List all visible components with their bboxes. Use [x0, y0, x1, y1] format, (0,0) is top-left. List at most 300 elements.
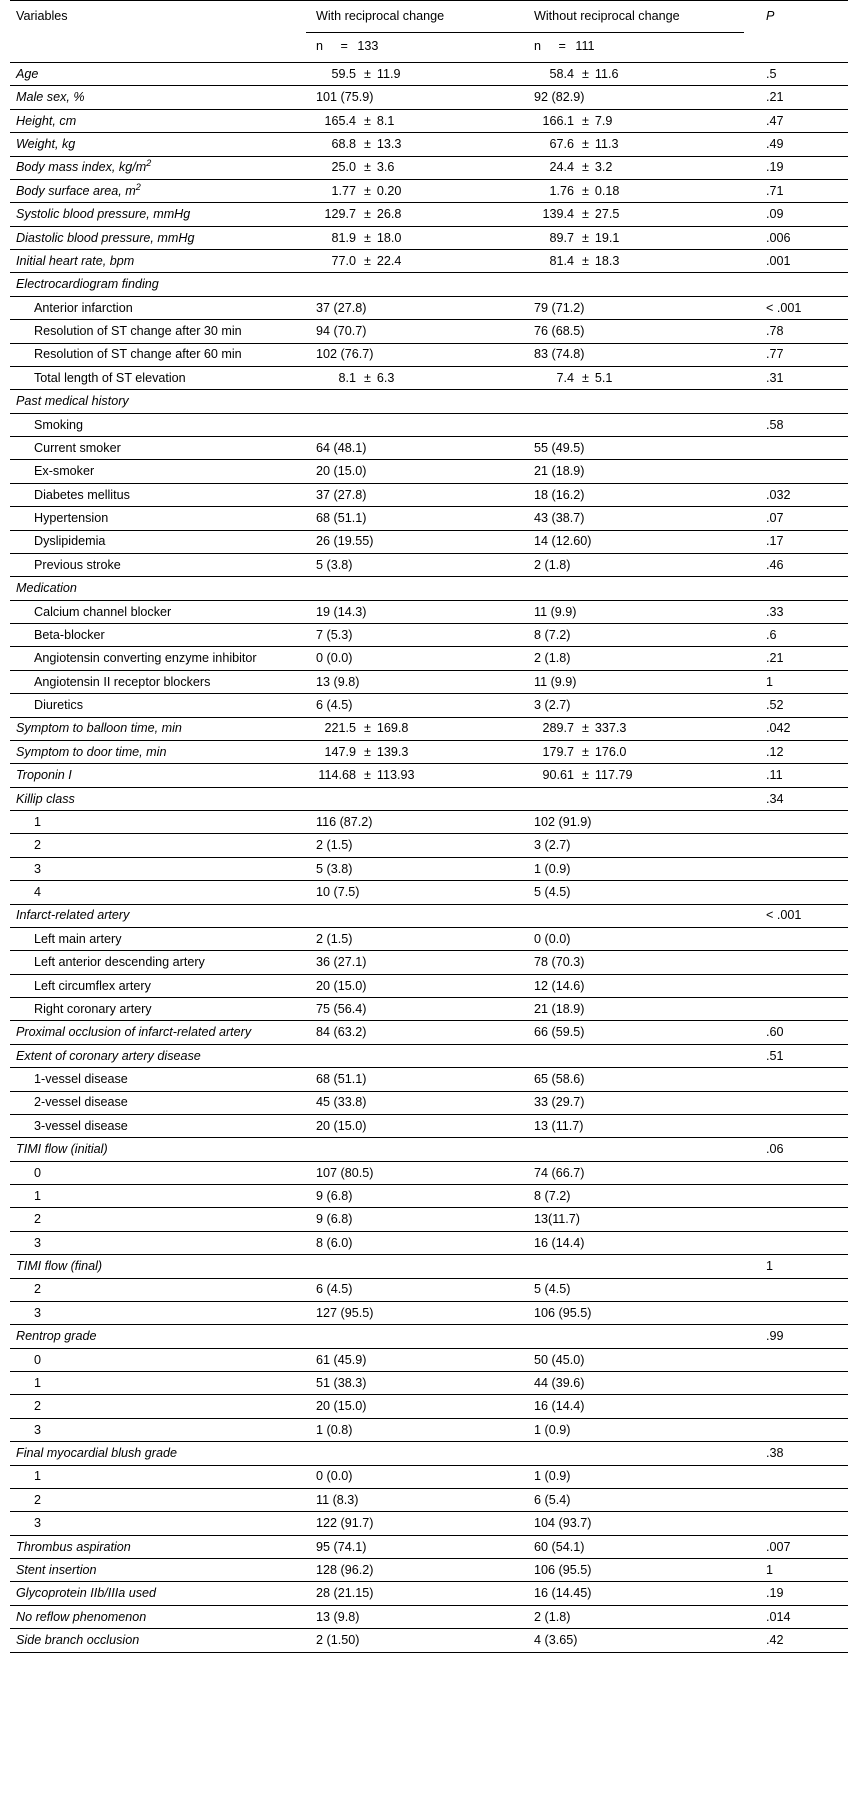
row-p-value: .19 — [766, 1586, 784, 1601]
row-p-value: < .001 — [766, 908, 802, 923]
row-variable-label — [10, 577, 306, 600]
row-p-value — [756, 1372, 848, 1395]
variable-text: Weight, kg — [16, 137, 76, 152]
variable-text: Beta-blocker — [34, 627, 105, 642]
variable-text: 2 — [34, 1492, 42, 1507]
variable-text: 3 — [34, 861, 42, 876]
plus-minus-symbol: ± — [582, 768, 589, 783]
row-variable-label — [10, 553, 306, 576]
row-p-value: .77 — [766, 347, 784, 362]
row-variable-label — [10, 483, 306, 506]
variable-text: 0 — [34, 1352, 42, 1367]
row-p-value: .006 — [766, 230, 791, 245]
plus-minus-symbol: ± — [582, 744, 589, 759]
row-variable-label — [10, 63, 306, 86]
row-p-value — [756, 998, 848, 1021]
row-p-value — [756, 1465, 848, 1488]
mean-value: 139.4 — [542, 207, 574, 222]
row-value-group2: 18 (16.2) — [534, 487, 585, 502]
variable-text: 4 — [34, 885, 42, 900]
row-value-group2: 13 (11.7) — [534, 1118, 584, 1133]
variable-text: Current smoker — [34, 440, 121, 455]
row-value-group1: 64 (48.1) — [316, 440, 367, 455]
mean-value: 221.5 — [324, 721, 356, 736]
mean-value: 1.77 — [331, 183, 356, 198]
row-value-group2: 79 (71.2) — [534, 300, 585, 315]
row-value-group1: 107 (80.5) — [316, 1165, 374, 1180]
row-variable-label — [10, 1442, 306, 1465]
row-p-value: .17 — [766, 534, 784, 549]
table-row — [10, 1488, 848, 1511]
row-p-value — [756, 857, 848, 880]
row-value-group1: 2 (1.5) — [316, 931, 353, 946]
row-value-group2 — [524, 390, 756, 413]
n-value-group2: 111 — [575, 39, 595, 53]
table-row — [10, 740, 848, 763]
row-value-group1 — [306, 156, 524, 179]
row-value-group2 — [524, 156, 756, 179]
variable-text: Rentrop grade — [16, 1329, 97, 1344]
variable-text: 3 — [34, 1422, 42, 1437]
row-variable-label — [10, 974, 306, 997]
row-value-group2: 3 (2.7) — [534, 838, 571, 853]
row-value-group1 — [306, 63, 524, 86]
table-row — [10, 1301, 848, 1324]
row-value-group2: 5 (4.5) — [534, 885, 571, 900]
table-row — [10, 1348, 848, 1371]
row-value-group2 — [524, 1138, 756, 1161]
row-variable-label — [10, 1161, 306, 1184]
variable-text: Ex-smoker — [34, 464, 95, 479]
row-value-group2: 2 (1.8) — [534, 1609, 571, 1624]
row-value-group1: 116 (87.2) — [316, 814, 373, 829]
row-value-group2 — [524, 1325, 756, 1348]
row-value-group1 — [306, 133, 524, 156]
variable-text: 2-vessel disease — [34, 1095, 128, 1110]
variable-text: 2 — [34, 1282, 42, 1297]
table-row — [10, 857, 848, 880]
row-value-group1: 0 (0.0) — [316, 1469, 353, 1484]
row-value-group2: 92 (82.9) — [534, 90, 585, 105]
row-p-value — [756, 1348, 848, 1371]
row-value-group1: 0 (0.0) — [316, 651, 353, 666]
row-p-value — [756, 1512, 848, 1535]
variable-text: 3 — [34, 1235, 42, 1250]
table-row — [10, 250, 848, 273]
row-value-group1: 1 (0.8) — [316, 1422, 353, 1437]
row-value-group2: 11 (9.9) — [534, 674, 577, 689]
mean-sd-value — [316, 184, 401, 199]
variable-text: Resolution of ST change after 60 min — [34, 347, 242, 362]
mean-value: 166.1 — [542, 113, 574, 128]
row-p-value: .38 — [766, 1446, 784, 1461]
row-p-value: .47 — [766, 113, 784, 128]
variable-text: Diabetes mellitus — [34, 487, 130, 502]
sd-value: 18.0 — [376, 230, 402, 245]
variable-text: 1 — [34, 1375, 42, 1390]
variable-text: 3 — [34, 1516, 42, 1531]
row-value-group2 — [524, 787, 756, 810]
table-bottom-rule — [10, 1652, 848, 1654]
plus-minus-symbol: ± — [582, 66, 589, 81]
sd-value: 19.1 — [594, 230, 620, 245]
row-p-value — [756, 1185, 848, 1208]
mean-value: 114.68 — [318, 768, 356, 783]
row-p-value — [756, 577, 848, 600]
row-value-group2 — [524, 1044, 756, 1067]
row-value-group1: 20 (15.0) — [316, 1118, 367, 1133]
row-p-value: .49 — [766, 137, 784, 152]
mean-value: 147.9 — [324, 744, 356, 759]
row-value-group1: 95 (74.1) — [316, 1539, 367, 1554]
row-value-group2: 12 (14.6) — [534, 978, 585, 993]
mean-value: 67.6 — [549, 137, 574, 152]
row-variable-label — [10, 694, 306, 717]
table-row — [10, 904, 848, 927]
row-value-group2 — [524, 109, 756, 132]
table-row — [10, 63, 848, 86]
variable-text: Medication — [16, 581, 77, 596]
header-row-titles — [10, 1, 848, 31]
row-variable-label — [10, 904, 306, 927]
row-value-group1 — [306, 577, 524, 600]
row-p-value: < .001 — [766, 300, 802, 315]
table-row — [10, 437, 848, 460]
row-p-value — [756, 1231, 848, 1254]
row-variable-label — [10, 1138, 306, 1161]
mean-value: 68.8 — [331, 137, 356, 152]
row-value-group1 — [306, 1138, 524, 1161]
plus-minus-symbol: ± — [582, 183, 589, 198]
mean-sd-value — [534, 768, 633, 783]
row-value-group1: 6 (4.5) — [316, 1282, 353, 1297]
row-variable-label — [10, 764, 306, 787]
row-value-group2: 16 (14.4) — [534, 1235, 585, 1250]
row-p-value: .42 — [766, 1633, 784, 1648]
row-value-group2: 6 (5.4) — [534, 1492, 571, 1507]
table-row — [10, 109, 848, 132]
row-variable-label — [10, 413, 306, 436]
table-row — [10, 1138, 848, 1161]
variable-text: Symptom to balloon time, min — [16, 721, 182, 736]
row-value-group2: 0 (0.0) — [534, 931, 571, 946]
n-equals-1: = — [340, 39, 348, 53]
column-header-with-reciprocal-change-label: With reciprocal change — [316, 9, 445, 23]
row-value-group1: 37 (27.8) — [316, 487, 367, 502]
row-value-group2: 11 (9.9) — [534, 604, 577, 619]
row-value-group1: 84 (63.2) — [316, 1025, 367, 1040]
row-value-group1: 19 (14.3) — [316, 604, 367, 619]
variable-text: Infarct-related artery — [16, 908, 130, 923]
table-row — [10, 1231, 848, 1254]
variable-text: Total length of ST elevation — [34, 370, 186, 385]
table-row — [10, 390, 848, 413]
row-value-group2 — [524, 577, 756, 600]
row-variable-label — [10, 740, 306, 763]
variable-text: 0 — [34, 1165, 42, 1180]
row-value-group1: 75 (56.4) — [316, 1001, 367, 1016]
plus-minus-symbol: ± — [582, 207, 589, 222]
table-row — [10, 764, 848, 787]
row-value-group1: 2 (1.50) — [316, 1633, 360, 1648]
row-value-group1: 5 (3.8) — [316, 557, 353, 572]
row-variable-label — [10, 1325, 306, 1348]
column-header-with-reciprocal-change — [306, 1, 524, 31]
table-row — [10, 1091, 848, 1114]
row-variable-label — [10, 203, 306, 226]
row-p-value: .014 — [766, 1609, 791, 1624]
row-value-group2: 2 (1.8) — [534, 557, 571, 572]
row-variable-label — [10, 1605, 306, 1628]
row-value-group2: 78 (70.3) — [534, 955, 585, 970]
row-value-group2 — [524, 133, 756, 156]
superscript: 2 — [135, 181, 141, 192]
row-value-group1 — [306, 717, 524, 740]
mean-sd-value — [316, 768, 415, 783]
mean-sd-value — [316, 231, 401, 246]
row-value-group2: 21 (18.9) — [534, 1001, 585, 1016]
row-p-value: .21 — [766, 90, 784, 105]
row-value-group1 — [306, 203, 524, 226]
row-value-group1: 36 (27.1) — [316, 955, 367, 970]
sd-value: 3.2 — [594, 160, 613, 175]
header-row-sample-sizes — [10, 30, 848, 63]
mean-sd-value — [534, 721, 626, 736]
row-variable-label — [10, 133, 306, 156]
sd-value: 5.1 — [594, 370, 613, 385]
row-p-value: .09 — [766, 207, 784, 222]
row-value-group2 — [524, 179, 756, 202]
row-p-value: .5 — [766, 66, 777, 81]
row-value-group1 — [306, 1255, 524, 1278]
row-p-value — [756, 460, 848, 483]
bottom-rule-cell — [10, 1652, 848, 1654]
variable-text: Body surface area, $m^2$ — [16, 181, 141, 198]
row-variable-label — [10, 1348, 306, 1371]
plus-minus-symbol: ± — [582, 721, 589, 736]
plus-minus-symbol: ± — [364, 183, 371, 198]
row-value-group2: 16 (14.4) — [534, 1399, 585, 1414]
superscript: 2 — [146, 158, 152, 169]
mean-value: 129.7 — [324, 207, 356, 222]
row-value-group1: 13 (9.8) — [316, 674, 360, 689]
table-row — [10, 413, 848, 436]
row-value-group2 — [524, 1255, 756, 1278]
row-p-value — [756, 927, 848, 950]
n-label-1: n — [316, 39, 324, 53]
table-body — [10, 63, 848, 1654]
mean-value: 77.0 — [331, 253, 356, 268]
row-p-value — [756, 1114, 848, 1137]
row-value-group2: 50 (45.0) — [534, 1352, 585, 1367]
row-value-group2: 5 (4.5) — [534, 1282, 571, 1297]
row-variable-label — [10, 927, 306, 950]
table-row — [10, 460, 848, 483]
table-row — [10, 1044, 848, 1067]
table-row — [10, 133, 848, 156]
row-value-group2: 1 (0.9) — [534, 1422, 571, 1437]
row-variable-label — [10, 811, 306, 834]
row-variable-label — [10, 109, 306, 132]
row-p-value: .21 — [766, 651, 784, 666]
row-value-group2: 76 (68.5) — [534, 324, 585, 339]
row-value-group2 — [524, 764, 756, 787]
row-value-group2: 16 (14.45) — [534, 1586, 592, 1601]
row-p-value: .52 — [766, 698, 784, 713]
variable-text: Proximal occlusion of infarct-related artery — [16, 1025, 252, 1040]
row-value-group1: 61 (45.9) — [316, 1352, 367, 1367]
row-value-group2 — [524, 63, 756, 86]
plus-minus-symbol: ± — [364, 113, 371, 128]
table-row — [10, 343, 848, 366]
sd-value: 22.4 — [376, 253, 402, 268]
mean-sd-value — [316, 721, 408, 736]
row-p-value: .001 — [766, 253, 791, 268]
row-p-value — [756, 811, 848, 834]
row-value-group2 — [524, 366, 756, 389]
mean-sd-value — [534, 745, 626, 760]
row-value-group1: 6 (4.5) — [316, 698, 353, 713]
sd-value: 117.79 — [594, 768, 633, 783]
table-row — [10, 951, 848, 974]
row-variable-label — [10, 250, 306, 273]
row-p-value: .12 — [766, 744, 784, 759]
n-equals-2: = — [558, 39, 566, 53]
table-row — [10, 1395, 848, 1418]
plus-minus-symbol: ± — [582, 113, 589, 128]
row-variable-label — [10, 1278, 306, 1301]
row-value-group2: 43 (38.7) — [534, 511, 585, 526]
row-variable-label — [10, 1068, 306, 1091]
table-row — [10, 530, 848, 553]
table-row — [10, 1605, 848, 1628]
row-p-value — [756, 1091, 848, 1114]
row-value-group2 — [524, 904, 756, 927]
sd-value: 7.9 — [594, 113, 613, 128]
row-p-value — [756, 1278, 848, 1301]
variable-text: Previous stroke — [34, 557, 121, 572]
row-variable-label — [10, 460, 306, 483]
sd-value: 8.1 — [376, 113, 395, 128]
mean-sd-value — [534, 137, 619, 152]
group-header-rule-2 — [524, 32, 744, 33]
row-value-group1: 20 (15.0) — [316, 1399, 367, 1414]
row-value-group1: 10 (7.5) — [316, 885, 360, 900]
variable-text: 3-vessel disease — [34, 1118, 128, 1133]
sd-value: 0.18 — [594, 183, 620, 198]
row-p-value: .11 — [766, 768, 783, 783]
row-variable-label — [10, 390, 306, 413]
row-p-value: .07 — [766, 511, 784, 526]
sd-value: 13.3 — [376, 137, 402, 152]
row-p-value: .60 — [766, 1025, 784, 1040]
row-variable-label — [10, 1488, 306, 1511]
mean-sd-value — [534, 67, 619, 82]
table-row — [10, 203, 848, 226]
row-value-group2: 13(11.7) — [534, 1212, 580, 1227]
mean-sd-value — [316, 207, 401, 222]
mean-value: 179.7 — [542, 744, 574, 759]
row-value-group1 — [306, 413, 524, 436]
row-variable-label — [10, 1044, 306, 1067]
row-value-group1: 2 (1.5) — [316, 838, 353, 853]
variable-text: Electrocardiogram finding — [16, 277, 159, 292]
mean-sd-value — [316, 114, 394, 129]
table-row — [10, 717, 848, 740]
mean-sd-value — [534, 254, 619, 269]
column-header-without-reciprocal-change — [524, 1, 756, 31]
row-value-group2 — [524, 203, 756, 226]
row-value-group2: 8 (7.2) — [534, 627, 571, 642]
row-value-group1 — [306, 1442, 524, 1465]
mean-value: 8.1 — [338, 370, 356, 385]
row-value-group2: 14 (12.60) — [534, 534, 592, 549]
sample-size-group2 — [524, 30, 756, 63]
n-label-2: n — [534, 39, 542, 53]
row-p-value: .58 — [766, 417, 784, 432]
row-p-value — [756, 951, 848, 974]
row-value-group1: 128 (96.2) — [316, 1562, 374, 1577]
row-p-value: 1 — [766, 674, 774, 689]
table-row — [10, 927, 848, 950]
table-row — [10, 670, 848, 693]
mean-sd-value — [316, 254, 401, 269]
row-value-group1: 11 (8.3) — [316, 1492, 359, 1507]
variable-text: 1-vessel disease — [34, 1072, 128, 1087]
plus-minus-symbol: ± — [364, 253, 371, 268]
row-p-value: .19 — [766, 160, 784, 175]
row-value-group1 — [306, 250, 524, 273]
row-value-group1 — [306, 109, 524, 132]
row-value-group1: 5 (3.8) — [316, 861, 353, 876]
row-value-group1: 7 (5.3) — [316, 627, 353, 642]
mean-sd-value — [534, 371, 612, 386]
row-value-group2: 4 (3.65) — [534, 1633, 578, 1648]
row-p-value: .99 — [766, 1329, 784, 1344]
row-variable-label — [10, 530, 306, 553]
row-value-group1 — [306, 273, 524, 296]
row-variable-label — [10, 998, 306, 1021]
row-variable-label — [10, 1512, 306, 1535]
row-value-group1: 94 (70.7) — [316, 324, 367, 339]
variable-text: 3 — [34, 1305, 42, 1320]
variable-text: TIMI flow (initial) — [16, 1142, 108, 1157]
plus-minus-symbol: ± — [364, 768, 371, 783]
table-row — [10, 1629, 848, 1652]
row-value-group2: 104 (93.7) — [534, 1516, 592, 1531]
row-p-value — [756, 1301, 848, 1324]
mean-value: 59.5 — [331, 66, 356, 81]
row-value-group1 — [306, 787, 524, 810]
plus-minus-symbol: ± — [364, 137, 371, 152]
plus-minus-symbol: ± — [364, 721, 371, 736]
table-row — [10, 647, 848, 670]
row-p-value: 1 — [766, 1259, 774, 1274]
row-value-group1: 45 (33.8) — [316, 1095, 367, 1110]
table-row — [10, 553, 848, 576]
mean-value: 289.7 — [542, 721, 574, 736]
row-variable-label — [10, 1629, 306, 1652]
row-value-group2: 106 (95.5) — [534, 1305, 592, 1320]
row-variable-label — [10, 437, 306, 460]
sd-value: 11.3 — [594, 137, 619, 152]
row-p-value: .46 — [766, 557, 784, 572]
row-value-group1: 9 (6.8) — [316, 1212, 353, 1227]
row-value-group2: 1 (0.9) — [534, 861, 571, 876]
sd-value: 6.3 — [376, 370, 395, 385]
sample-size-group1 — [306, 30, 524, 63]
row-p-value: .042 — [766, 721, 791, 736]
